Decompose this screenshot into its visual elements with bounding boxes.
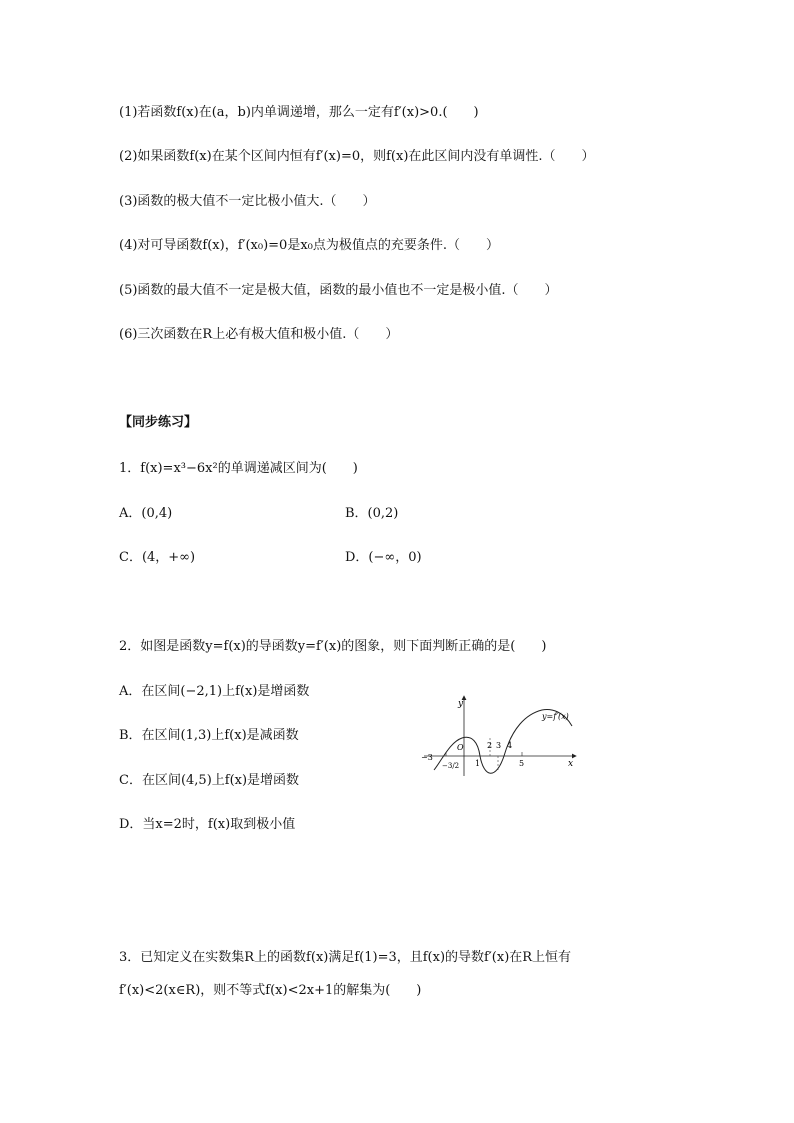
question-stem-line1: 3．已知定义在实数集R上的函数f(x)满足f(1)=3，且f(x)的导数f′(x)在R上恒有 xyxy=(119,950,572,965)
question-stem: 1．f(x)=x³−6x²的单调递减区间为( ) xyxy=(119,461,358,476)
tick-label: 1 xyxy=(475,759,481,768)
option-c: C．在区间(4,5)上f(x)是增函数 xyxy=(119,773,300,788)
question-stem: 2．如图是函数y=f(x)的导函数y=f′(x)的图象，则下面判断正确的是( ) xyxy=(119,639,547,654)
judgment-item: (3)函数的极大值不一定比极小值大.（ ） xyxy=(119,194,376,209)
tick-label: 5 xyxy=(519,759,525,768)
tick-label: 3 xyxy=(496,741,502,750)
option-d: D．(−∞，0) xyxy=(345,550,422,565)
option-c: C．(4，+∞) xyxy=(119,550,196,565)
curve-label: y=f′(x) xyxy=(542,712,569,721)
question-stem-line2: f′(x)<2(x∈R)，则不等式f(x)<2x+1的解集为( ) xyxy=(119,983,422,998)
section-header: 【同步练习】 xyxy=(119,415,198,430)
judgment-item: (6)三次函数在R上必有极大值和极小值.（ ） xyxy=(119,327,399,342)
judgment-item: (1)若函数f(x)在(a，b)内单调递增，那么一定有f′(x)>0.( ) xyxy=(119,105,479,120)
option-a: A．在区间(−2,1)上f(x)是增函数 xyxy=(119,684,310,699)
judgment-item: (4)对可导函数f(x)，f′(x₀)=0是x₀点为极值点的充要条件.（ ） xyxy=(119,238,499,253)
tick-label: −3 xyxy=(421,753,433,762)
x-axis-label: x xyxy=(568,759,574,769)
judgment-item: (5)函数的最大值不一定是极大值，函数的最小值也不一定是极小值.（ ） xyxy=(119,283,558,298)
tick-label: −3/2 xyxy=(442,762,460,770)
derivative-graph xyxy=(418,690,588,778)
option-b: B．在区间(1,3)上f(x)是减函数 xyxy=(119,728,299,743)
option-d: D．当x=2时，f(x)取到极小值 xyxy=(119,817,296,832)
judgment-item: (2)如果函数f(x)在某个区间内恒有f′(x)=0，则f(x)在此区间内没有单调性.（ ） xyxy=(119,149,595,164)
option-b: B．(0,2) xyxy=(345,506,399,521)
y-axis-label: y xyxy=(458,699,464,709)
option-a: A．(0,4) xyxy=(119,506,173,521)
tick-label: 4 xyxy=(507,741,513,750)
tick-label: 2 xyxy=(487,741,493,750)
origin-label: O xyxy=(457,743,464,752)
